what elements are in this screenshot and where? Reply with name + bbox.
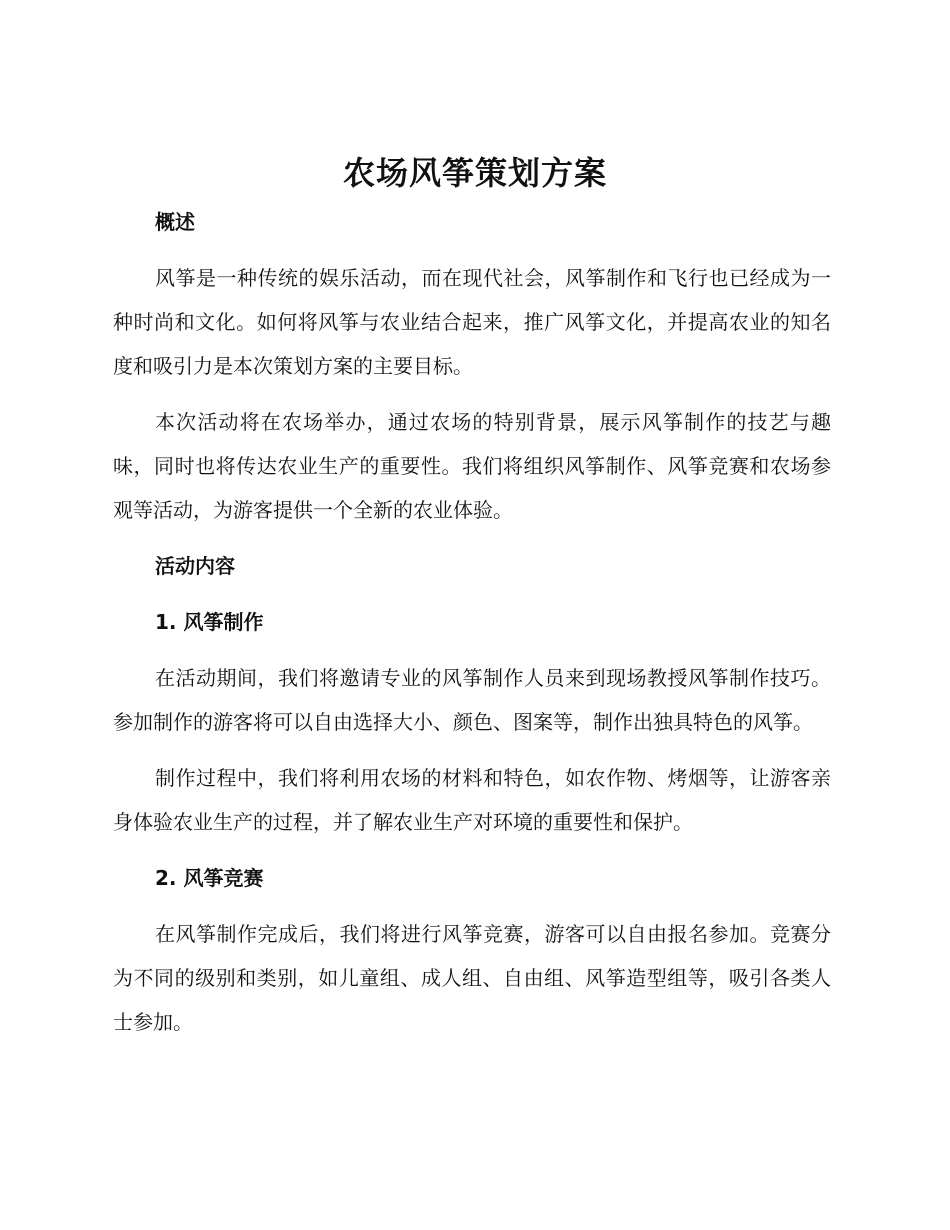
subsection-heading-kite-competition: 2. 风筝竞赛 [155,866,264,890]
document-title: 农场风筝策划方案 [342,154,607,192]
paragraph-overview-2: 本次活动将在农场举办，通过农场的特别背景，展示风筝制作的技艺与趣味，同时也将传达农业生产的重要性。我们将组织风筝制作、风筝竞赛和农场参观等活动，为游客提供一个全新的农业体验。 [113,410,831,522]
subsection-heading-kite-making: 1. 风筝制作 [155,610,264,634]
paragraph-kite-making-1: 在活动期间，我们将邀请专业的风筝制作人员来到现场教授风筝制作技巧。参加制作的游客将可以自由选择大小、颜色、图案等，制作出独具特色的风筝。 [113,666,831,734]
paragraph-kite-making-2: 制作过程中，我们将利用农场的材料和特色，如农作物、烤烟等，让游客亲身体验农业生产的过程，并了解农业生产对环境的重要性和保护。 [113,766,831,834]
paragraph-kite-competition-1: 在风筝制作完成后，我们将进行风筝竞赛，游客可以自由报名参加。竞赛分为不同的级别和类别，如儿童组、成人组、自由组、风筝造型组等，吸引各类人士参加。 [113,922,831,1034]
paragraph-overview-1: 风筝是一种传统的娱乐活动，而在现代社会，风筝制作和飞行也已经成为一种时尚和文化。如何将风筝与农业结合起来，推广风筝文化，并提高农业的知名度和吸引力是本次策划方案的主要目标。 [113,266,831,378]
section-heading-activities: 活动内容 [155,554,235,578]
section-heading-overview: 概述 [155,210,195,234]
document-body [113,200,831,1044]
